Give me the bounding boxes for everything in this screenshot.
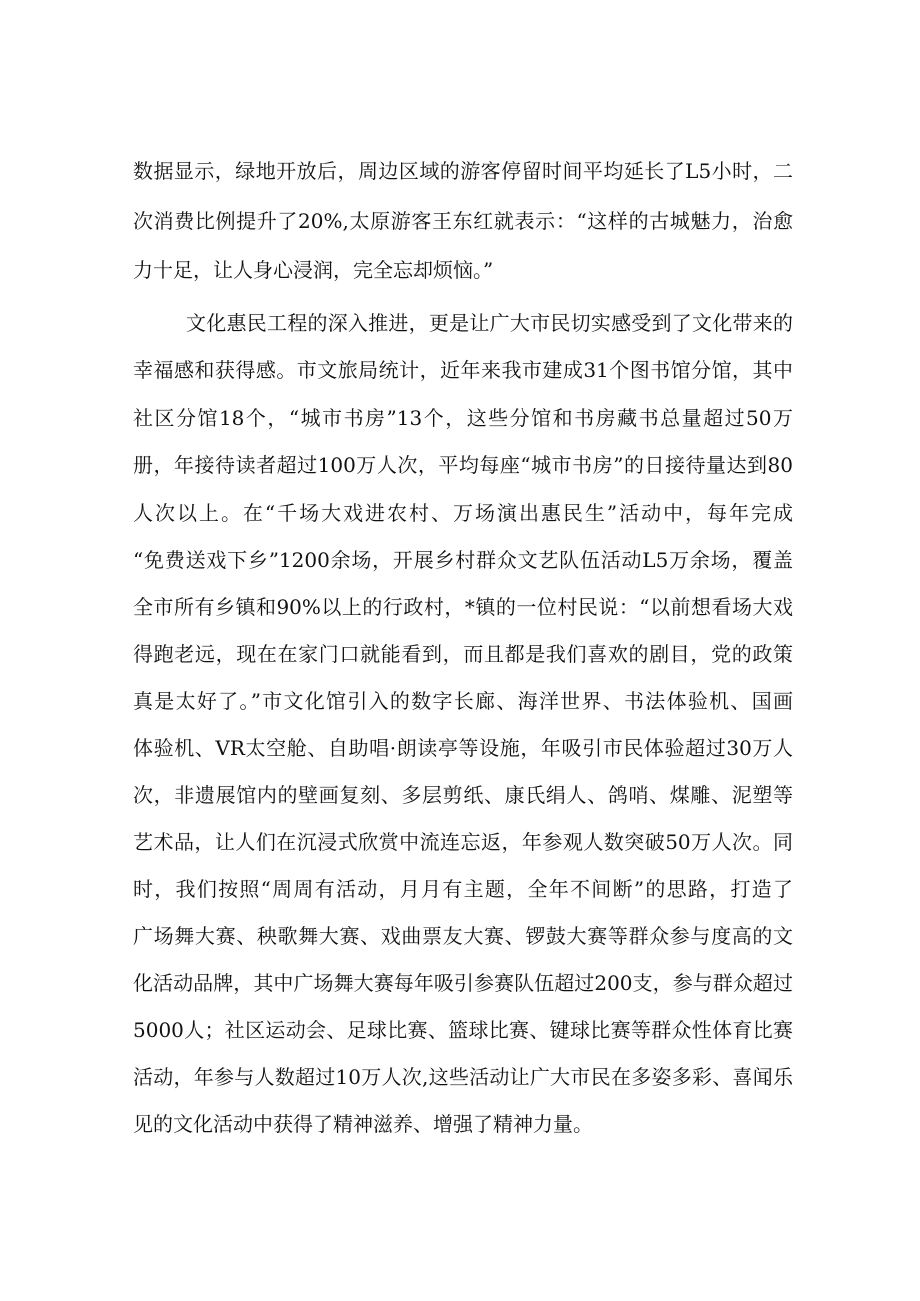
paragraph-line: 5000人；社区运动会、足球比赛、篮球比赛、键球比赛等群众性体育比赛 (133, 1018, 793, 1042)
paragraph-line: “免费送戏下乡”1200余场，开展乡村群众文艺队伍活动L5万余场，覆盖 (133, 548, 793, 572)
paragraph-line: 社区分馆18个，“城市书房”13个，这些分馆和书房藏书总量超过50万 (133, 406, 793, 430)
paragraph-line: 见的文化活动中获得了精神滋养、增强了精神力量。 (133, 1112, 593, 1136)
paragraph-line: 次消费比例提升了20%,太原游客王东红就表示：“这样的古城魅力，治愈 (133, 209, 793, 233)
paragraph-line: 化活动品牌，其中广场舞大赛每年吸引参赛队伍超过200支，参与群众超过 (133, 971, 793, 995)
paragraph-line: 活动，年参与人数超过10万人次,这些活动让广大市民在多姿多彩、喜闻乐 (133, 1065, 793, 1089)
paragraph-line: 得跑老远，现在在家门口就能看到，而且都是我们喜欢的剧目，党的政策 (133, 642, 793, 666)
paragraph-line: 文化惠民工程的深入推进，更是让广大市民切实感受到了文化带来的 (186, 311, 793, 335)
paragraph-line: 数据显示，绿地开放后，周边区域的游客停留时间平均延长了L5小时，二 (133, 159, 793, 183)
paragraph-line: 全市所有乡镇和90%以上的行政村，*镇的一位村民说：“以前想看场大戏 (133, 595, 793, 619)
paragraph-line: 体验机、VR太空舱、自助唱·朗读亭等设施，年吸引市民体验超过30万人 (133, 736, 793, 760)
paragraph-line: 人次以上。在“千场大戏进农村、万场演出惠民生”活动中，每年完成 (133, 501, 793, 525)
paragraph-line: 真是太好了。”市文化馆引入的数字长廊、海洋世界、书法体验机、国画 (133, 689, 793, 713)
paragraph-line: 册，年接待读者超过100万人次，平均每座“城市书房”的日接待量达到80 (133, 453, 793, 477)
paragraph-line: 力十足，让人身心浸润，完全忘却烦恼。” (133, 258, 494, 282)
paragraph-line: 幸福感和获得感。市文旅局统计，近年来我市建成31个图书馆分馆，其中 (133, 358, 793, 382)
paragraph-line: 次，非遗展馆内的壁画复刻、多层剪纸、康氏绢人、鸽哨、煤雕、泥塑等 (133, 783, 793, 807)
paragraph-line: 时，我们按照“周周有活动，月月有主题，全年不间断”的思路，打造了 (133, 877, 793, 901)
paragraph-line: 广场舞大赛、秧歌舞大赛、戏曲票友大赛、锣鼓大赛等群众参与度高的文 (133, 924, 793, 948)
paragraph-line: 艺术品，让人们在沉浸式欣赏中流连忘返，年参观人数突破50万人次。同 (133, 830, 793, 854)
